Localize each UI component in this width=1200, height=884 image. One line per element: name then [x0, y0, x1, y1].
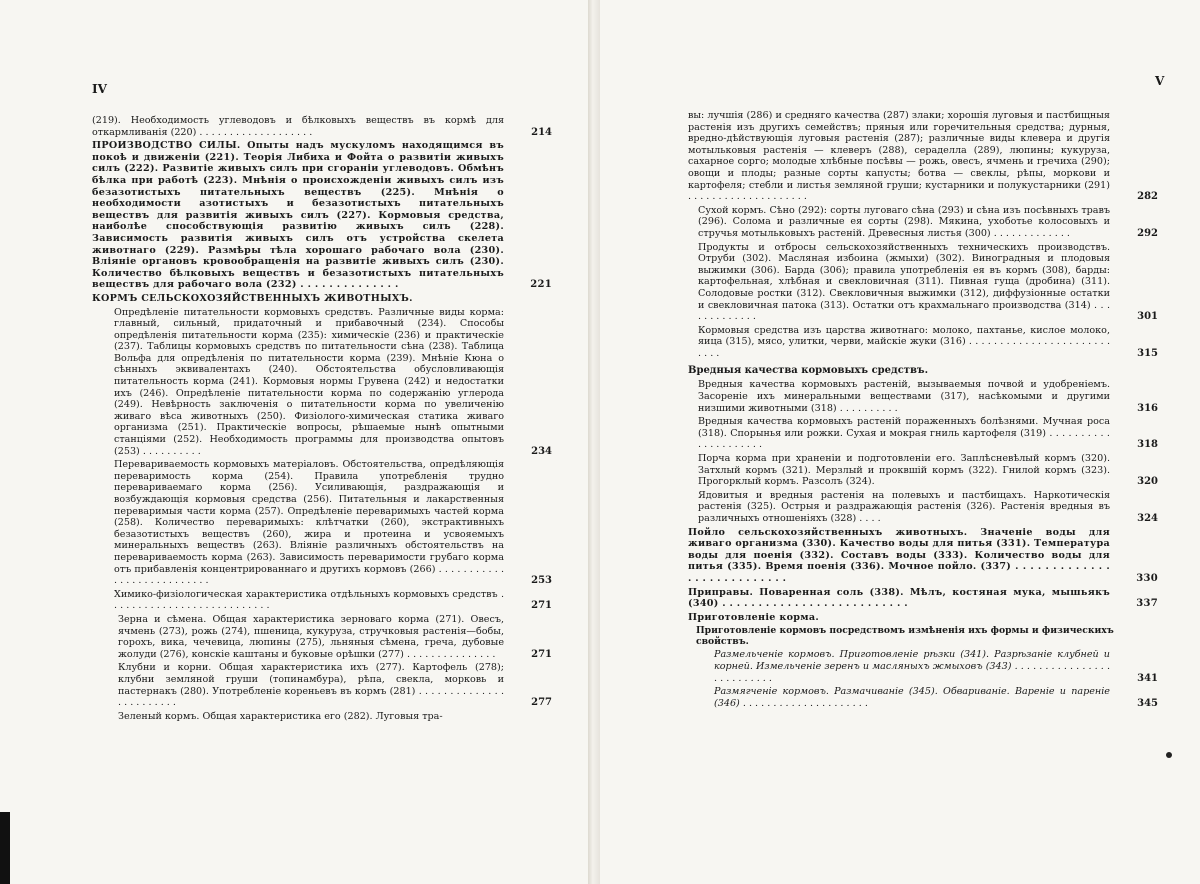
- toc-page-number: 221: [530, 279, 552, 291]
- toc-entry: [714, 686, 1158, 709]
- toc-entry: [114, 307, 552, 458]
- toc-entry: [698, 490, 1158, 525]
- toc-entry: [114, 589, 552, 612]
- toc-entry-text: Зеленый кормъ. Общая характеристика его (282). Луговыя тра-: [118, 710, 443, 722]
- toc-entry-text: Вредныя качества кормовыхъ средствъ.: [688, 365, 929, 377]
- toc-entry-text: Продукты и отбросы сельскохозяйственныхъ техническихъ производствъ. Отруби (302). Масляная избоина (жмыхи) (302). Виноградныя и плодовыя выжимки (306). Барда (306); правила употребленія ея въ кормъ (308), барды: картофельная, хлѣбная и свекловичная (311). Пивная гуща (дробина) (311). Солодовые ростки (312). Свекловичныя выжимки (312), диффузіонные остатки и свекловичная патока (313). Остатки отъ крахмальнаго производства (314) . . . . . . . . . . . . .: [698, 241, 1110, 323]
- toc-entry: [118, 662, 552, 708]
- ink-spot: [1166, 752, 1172, 758]
- toc-page-number: 315: [1137, 347, 1158, 359]
- toc-entry-text: Зерна и сѣмена. Общая характеристика зерноваго корма (271). Овесъ, ячмень (273), рожь (274), пшеница, кукуруза, стручковыя растенія—бобы, горохъ, вика, чечевица, люпины (275), льняныя сѣмена, греча, дубовые жолуди (276), конскіе каштаны и буковые орѣшки (277) . . . . . . . . . . . . . . .: [118, 613, 504, 660]
- toc-entry-text: Кормовыя средства изъ царства животнаго: молоко, пахтанье, кислое молоко, яица (315), мясо, улитки, черви, майскіе жуки (316) . . . . . . . . . . . . . . . . . . . . . . . . . . .: [698, 324, 1110, 359]
- toc-page-number: 324: [1137, 513, 1158, 524]
- toc-entry: [698, 242, 1158, 323]
- toc-entry: [714, 649, 1158, 684]
- section-header: [688, 365, 1158, 376]
- toc-page-number: 253: [531, 575, 552, 587]
- toc-entry: [688, 527, 1158, 585]
- toc-entry: [688, 612, 1158, 624]
- toc-page-number: 320: [1137, 476, 1158, 488]
- left-page: [0, 0, 588, 884]
- toc-page-number: 341: [1137, 672, 1158, 684]
- book-gutter: [588, 0, 600, 884]
- toc-entry: [698, 453, 1158, 488]
- toc-entry-text: (219). Необходимость углеводовъ и бѣлковыхъ веществъ въ кормѣ для откармливанія (220) . . . . . . . . . . . . . . . . . . .: [92, 115, 504, 138]
- toc-page-number: 301: [1137, 311, 1158, 323]
- toc-entry-text: Сухой кормъ. Сѣно (292): сорты луговаго сѣна (293) и сѣна изъ посѣвныхъ травъ (296). Солома и различные ея сорты (298). Мякина, ухоботье колосовыхъ и стручья мотыльковыхъ растеній. Древесныя листья (300) . . . . . . . . . . . . .: [698, 204, 1110, 239]
- toc-entry: [118, 711, 552, 723]
- toc-page-number: 271: [531, 600, 552, 612]
- toc-entry-text: Клубни и корни. Общая характеристика ихъ (277). Картофель (278); клубни земляной груши (топинамбура), рѣпа, свекла, морковь и пастернакъ (280). Употребленіе кореньевъ въ кормъ (281) . . . . . . . . . . . . . . . . . . . . . . . .: [118, 662, 504, 709]
- toc-entry-text: Химико-физіологическая характеристика отдѣльныхъ кормовыхъ средствъ . . . . . . . . . . . . . . . . . . . . . . . . . . .: [114, 588, 504, 612]
- toc-entry: [698, 416, 1158, 451]
- scan-edge-mark: [0, 812, 10, 884]
- toc-entry-text: КОРМЪ СЕЛЬСКОХОЗЯЙСТВЕННЫХЪ ЖИВОТНЫХЪ.: [92, 292, 413, 304]
- toc-entry-text: Размельченіе кормовъ. Приготовленіе рѣзки (341). Разрѣзаніе клубней и корней. Измельченіе зеренъ и масляныхъ жмыховъ (343) . . . . . . . . . . . . . . . . . . . . . . . . . .: [714, 649, 1110, 684]
- table-of-contents: [688, 108, 1158, 709]
- toc-entry: [114, 459, 552, 587]
- toc-entry-text: Перевариваемость кормовыхъ матеріаловъ. Обстоятельства, опредѣляющія переваримость корма (254). Правила употребленія трудно перевариваемаго корма (256). Усиливающія, раздражающія и возбуждающія кормовыя средства (256). Питательныя и лакарственныя переваримыя части корма (257). Опредѣленіе переваримыхъ частей корма (258). Количество переваримыхъ: клѣтчатки (260), экстрактивныхъ безазотистыхъ веществъ (260), жира и протеина и усвояемыхъ минеральныхъ веществъ (263). Вліяніе различныхъ обстоятельствъ на перевариваемость корма (263). Зависимость переваримости грубаго корма отъ прибавленія концентрированнаго и другихъ кормовъ (266) . . . . . . . . . . . . . . . . . . . . . . . . . . .: [114, 459, 504, 587]
- toc-entry-text: Ядовитыя и вредныя растенія на полевыхъ и пастбищахъ. Наркотическія растенія (325). Острыя и раздражающія растенія (326). Растенія вредныя въ различныхъ отношеніяхъ (328) . . . .: [698, 489, 1110, 524]
- toc-entry: [688, 110, 1158, 203]
- toc-entry: [92, 140, 552, 291]
- toc-page-number: 292: [1137, 227, 1158, 239]
- toc-entry-text: Размягченіе кормовъ. Размачиваніе (345). Обвариваніе. Вареніе и пареніе (346) . . . . . . . . . . . . . . . . . . . . .: [714, 686, 1110, 709]
- toc-entry: [92, 293, 552, 305]
- toc-page-number: 234: [531, 445, 552, 457]
- toc-page-number: 318: [1137, 439, 1158, 451]
- toc-entry-text: Пойло сельскохозяйственныхъ животныхъ. Значеніе воды для живаго организма (330). Качество воды для питья (331). Температура воды для поенія (332). Составъ воды (333). Количество воды для питья (335). Время поенія (336). Мочное пойло. (337) . . . . . . . . . . . . . . . . . . . . . . . . . . .: [688, 526, 1110, 584]
- toc-entry-text: Приправы. Поваренная соль (338). Мѣлъ, костяная мука, мышьякъ (340) . . . . . . . . . . . . . . . . . . . . . . . . . .: [688, 586, 1110, 610]
- toc-page-number: 214: [531, 126, 552, 138]
- toc-entry-text: Приготовленіе корма.: [688, 611, 820, 623]
- toc-page-number: 277: [531, 697, 552, 709]
- page-number: V: [1155, 74, 1165, 88]
- toc-page-number: 282: [1137, 191, 1158, 203]
- toc-entry: [698, 379, 1158, 414]
- toc-page-number: 337: [1136, 598, 1158, 610]
- toc-entry: [92, 115, 552, 138]
- toc-entry-text: Приготовленіе кормовъ посредствомъ измѣненія ихъ формы и физическихъ свойствъ.: [696, 625, 1114, 648]
- toc-page-number: 330: [1136, 572, 1158, 584]
- toc-entry-text: вы: лучшія (286) и средняго качества (287) злаки; хорошія луговыя и пастбищныя растенія изъ другихъ семействъ; пряныя или горечительныя средства; дурныя, вредно-дѣйствующія луговыя растенія (287); различные виды клевера и другія мотыльковыя растенія — клеверъ (288), сераделла (289), люпины; кукуруза, сахарное сорго; молодые хлѣбные посѣвы — рожь, овесъ, ячмень и гречиха (290); овощи и плоды; разные сорты капусты; ботва — свеклы, рѣпы, моркови и картофеля; стебли и листья земляной груши; кустарники и полукустарники (291) . . . . . . . . . . . . . . . . . . . .: [688, 110, 1110, 203]
- toc-entry: [118, 614, 552, 660]
- toc-entry-text: Порча корма при храненіи и подготовленіи его. Заплѣсневѣлый кормъ (320). Затхлый кормъ (321). Мерзлый и проквшій кормъ (322). Гнилой кормъ (323). Прогорклый кормъ. Разсолъ (324).: [698, 453, 1110, 488]
- toc-entry-text: ПРОИЗВОДСТВО СИЛЫ. Опыты надъ мускуломъ находящимся въ покоѣ и движеніи (221). Теорія Либиха и Фойта о развитіи живыхъ силъ (222). Развитіе живыхъ силъ при сгораніи углеводовъ. Обмѣнъ бѣлка при работѣ (223). Мнѣнія о происхожденіи живыхъ силъ изъ безазотистыхъ питательныхъ веществъ (225). Мнѣнія о необходимости азотистыхъ и безазотистыхъ питательныхъ веществъ для развитія живыхъ силъ (227). Кормовыя средства, наиболѣе способствующія развитію живыхъ силъ (228). Зависимость развитія живыхъ силъ отъ устройства скелета животнаго (229). Размѣры тѣла хорошаго рабочаго вола (230). Вліяніе органовъ кровообращенія на развитіе живыхъ силъ (230). Количество бѣлковыхъ веществъ и безазотистыхъ питательныхъ веществъ для рабочаго вола (232) . . . . . . . . . . . . . .: [92, 140, 504, 291]
- toc-page-number: 271: [531, 648, 552, 660]
- toc-entry-text: Вредныя качества кормовыхъ растеній, вызываемыя почвой и удобреніемъ. Засореніе ихъ минеральными веществами (317), насѣкомыми и другими низшими животными (318) . . . . . . . . . .: [698, 379, 1110, 414]
- table-of-contents: [92, 113, 552, 722]
- page-number: IV: [92, 82, 107, 96]
- toc-page-number: 345: [1137, 697, 1158, 709]
- toc-entry: [698, 205, 1158, 240]
- toc-entry: [688, 587, 1158, 610]
- right-page: [600, 0, 1200, 884]
- subsection-header: [696, 625, 1158, 647]
- toc-entry-text: Вредныя качества кормовыхъ растеній пораженныхъ болѣзнями. Мучная роса (318). Спорынья или рожки. Сухая и мокрая гниль картофеля (319) . . . . . . . . . . . . . . . . . . . . .: [698, 416, 1110, 451]
- toc-entry-text: Опредѣленіе питательности кормовыхъ средствъ. Различные виды корма: главный, сильный, придаточный и прибавочный (234). Способы опредѣленія питательности корма (235): химическіе (236) и практическіе (237). Таблицы кормовыхъ средствъ по питательности сѣна (238). Таблица Вольфа для опредѣленія по питательности корма (239). Мнѣніе Кюна о сѣнныхъ эквивалентахъ (240). Обстоятельства обусловливающія питательность корма (241). Кормовыя нормы Грувена (242) и недостатки ихъ (246). Опредѣленіе питательности корма по содержанію углерода (249). Невѣрность заключенія о питательности корма по увеличенію живаго вѣса животныхъ (250). Физіолого-химическая статика живаго организма (251). Практическіе вопросы, рѣшаемые нынѣ опытными станціями (252). Необходимость программы для производства опытовъ (253) . . . . . . . . . .: [114, 306, 504, 457]
- toc-entry: [698, 325, 1158, 360]
- toc-page-number: 316: [1137, 402, 1158, 414]
